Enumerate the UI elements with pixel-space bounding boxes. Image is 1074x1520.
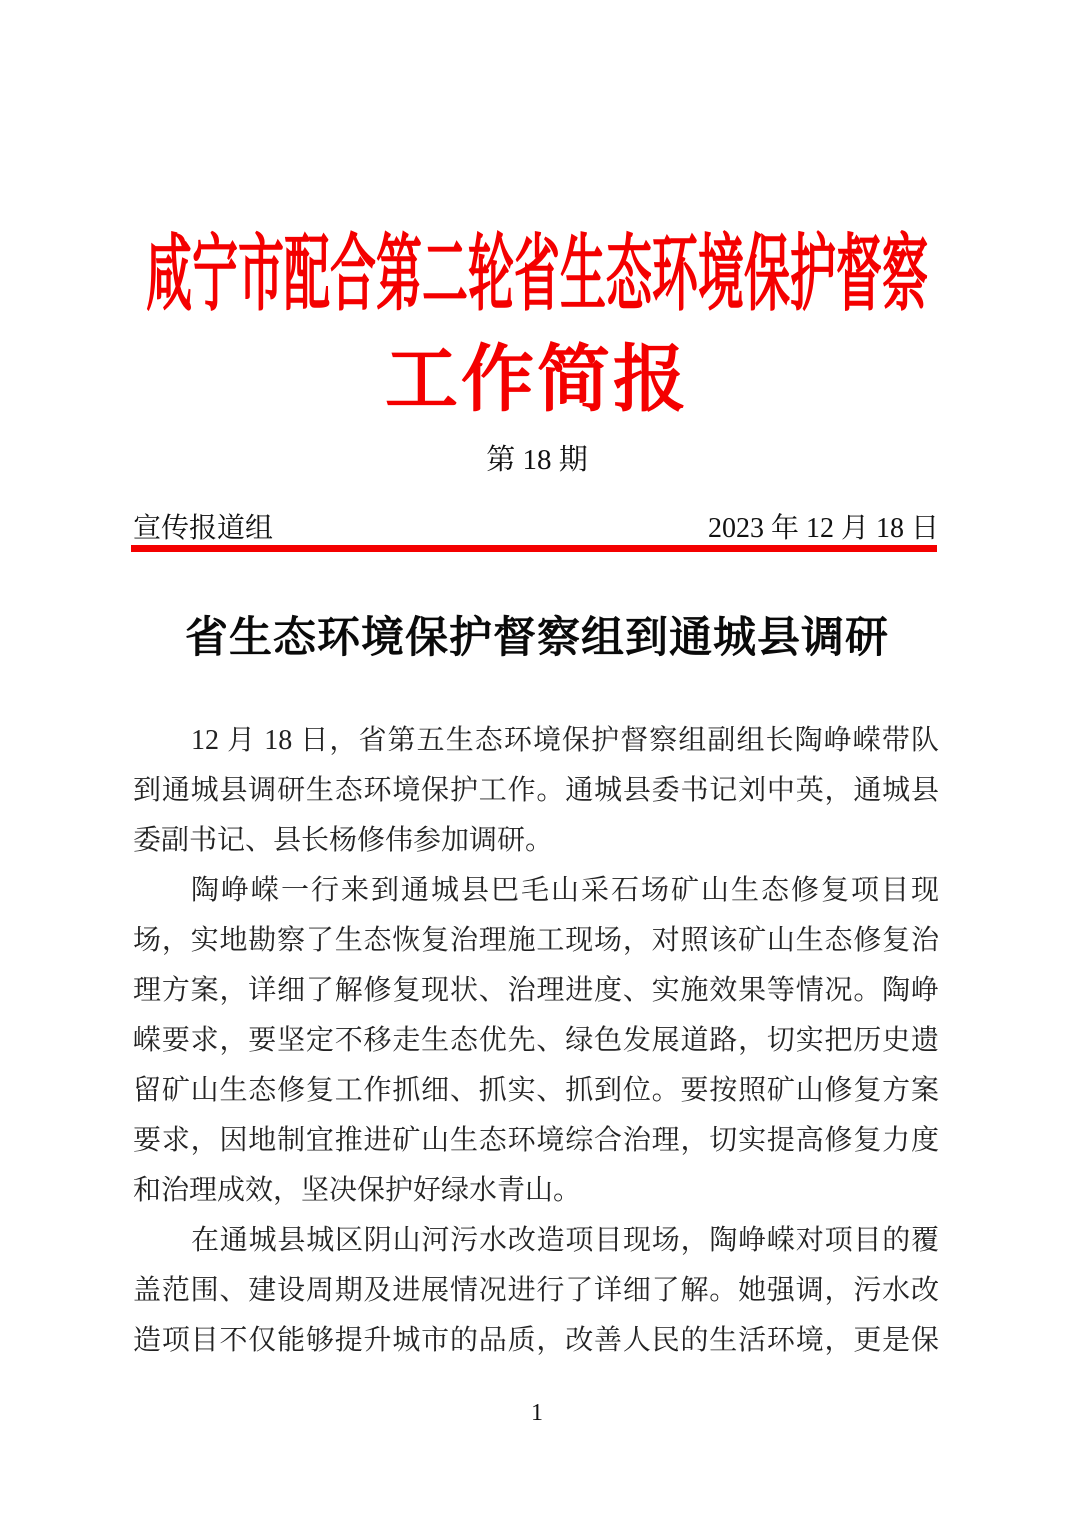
- red-divider-line: [131, 545, 937, 552]
- body-text-line: 要求，因地制宜推进矿山生态环境综合治理，切实提高修复力度: [133, 1125, 939, 1156]
- body-text-line: 理方案，详细了解修复现状、治理进度、实施效果等情况。陶峥: [133, 975, 939, 1006]
- masthead-title-line1: 咸宁市配合第二轮省生态环境保护督察: [146, 228, 928, 321]
- body-text-line: 留矿山生态修复工作抓细、抓实、抓到位。要按照矿山修复方案: [133, 1075, 939, 1106]
- body-text-line: 12 月 18 日，省第五生态环境保护督察组副组长陶峥嵘带队: [191, 725, 939, 756]
- body-text-line: 在通城县城区阴山河污水改造项目现场，陶峥嵘对项目的覆: [191, 1225, 939, 1256]
- body-text-line: 场，实地勘察了生态恢复治理施工现场，对照该矿山生态修复治: [133, 925, 939, 956]
- body-text-line: 嵘要求，要坚定不移走生态优先、绿色发展道路，切实把历史遗: [133, 1025, 939, 1056]
- body-text-line: 陶峥嵘一行来到通城县巴毛山采石场矿山生态修复项目现: [191, 875, 939, 906]
- body-text-line: 到通城县调研生态环境保护工作。通城县委书记刘中英，通城县: [133, 775, 939, 806]
- publisher-date-row: [133, 506, 939, 546]
- body-text-line: 造项目不仅能够提升城市的品质，改善人民的生活环境，更是保: [133, 1325, 939, 1356]
- publish-date: 2023 年 12 月 18 日: [707, 513, 939, 544]
- page-number: 1: [531, 1400, 543, 1426]
- body-text-line: 委副书记、县长杨修伟参加调研。: [133, 825, 554, 856]
- article-title: 省生态环境保护督察组到通城县调研: [185, 615, 889, 662]
- issue-number: 第 18 期: [486, 444, 588, 476]
- masthead-title-line2: 工作简报: [385, 339, 689, 420]
- body-text-line: 和治理成效，坚决保护好绿水青山。: [133, 1175, 582, 1206]
- article-body: [133, 716, 939, 1366]
- body-text-line: 盖范围、建设周期及进展情况进行了详细了解。她强调，污水改: [133, 1275, 939, 1306]
- publisher-group-label: 宣传报道组: [133, 513, 274, 544]
